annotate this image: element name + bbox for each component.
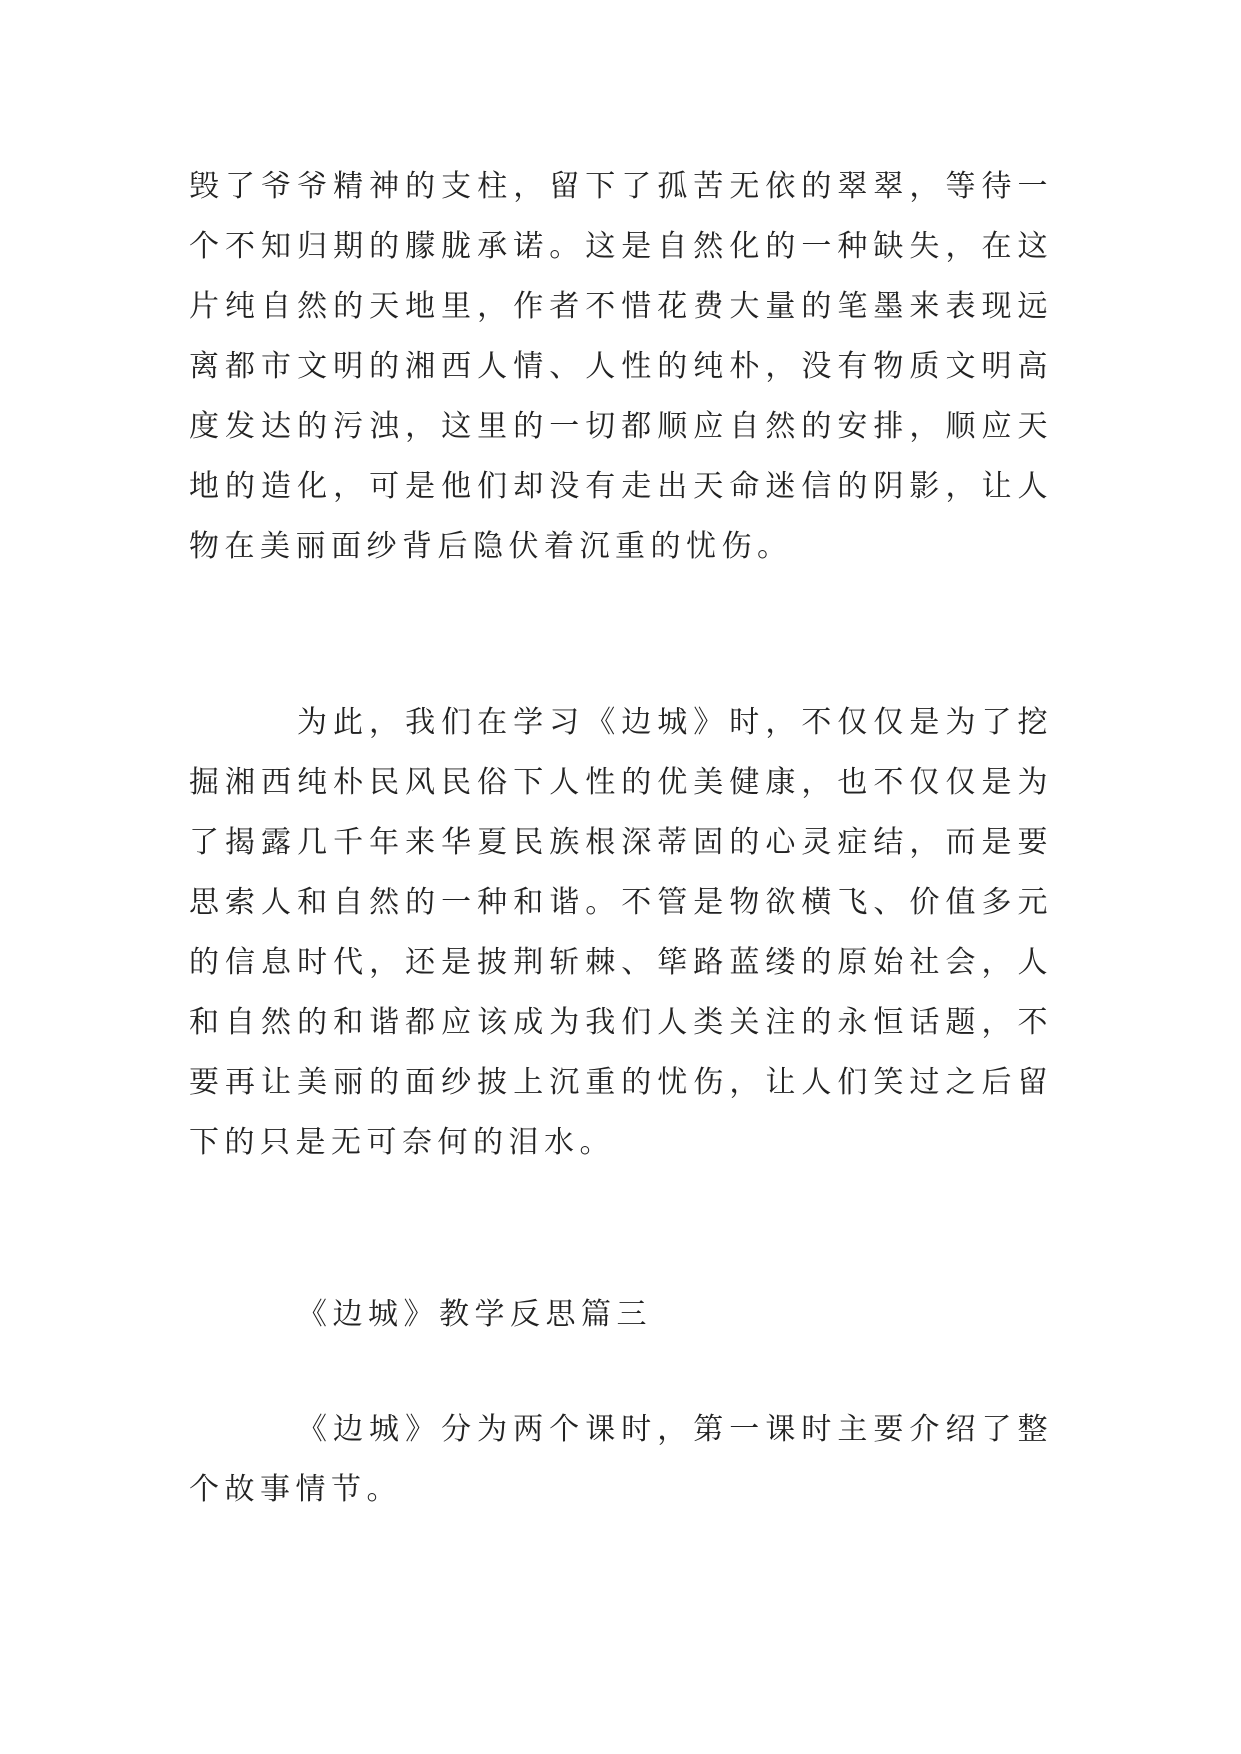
paragraph-lesson-intro: 《边城》分为两个课时，第一课时主要介绍了整个故事情节。	[189, 1412, 1053, 1507]
section-heading: 《边城》教学反思篇三	[297, 1297, 652, 1332]
document-body	[189, 157, 1053, 1520]
paragraph-continuation: 毁了爷爷精神的支柱，留下了孤苦无依的翠翠，等待一个不知归期的朦胧承诺。这是自然化的一种缺失，在这片纯自然的天地里，作者不惜花费大量的笔墨来表现远离都市文明的湘西人情、人性的纯朴，没有物质文明高度发达的污浊，这里的一切都顺应自然的安排，顺应天地的造化，可是他们却没有走出天命迷信的阴影，让人物在美丽面纱背后隐伏着沉重的忧伤。	[189, 169, 1053, 564]
paragraph-reflection: 为此，我们在学习《边城》时，不仅仅是为了挖掘湘西纯朴民风民俗下人性的优美健康，也不仅仅是为了揭露几千年来华夏民族根深蒂固的心灵症结，而是要思索人和自然的一种和谐。不管是物欲横飞、价值多元的信息时代，还是披荆斩棘、筚路蓝缕的原始社会，人和自然的和谐都应该成为我们人类关注的永恒话题，不要再让美丽的面纱披上沉重的忧伤，让人们笑过之后留下的只是无可奈何的泪水。	[189, 705, 1053, 1160]
